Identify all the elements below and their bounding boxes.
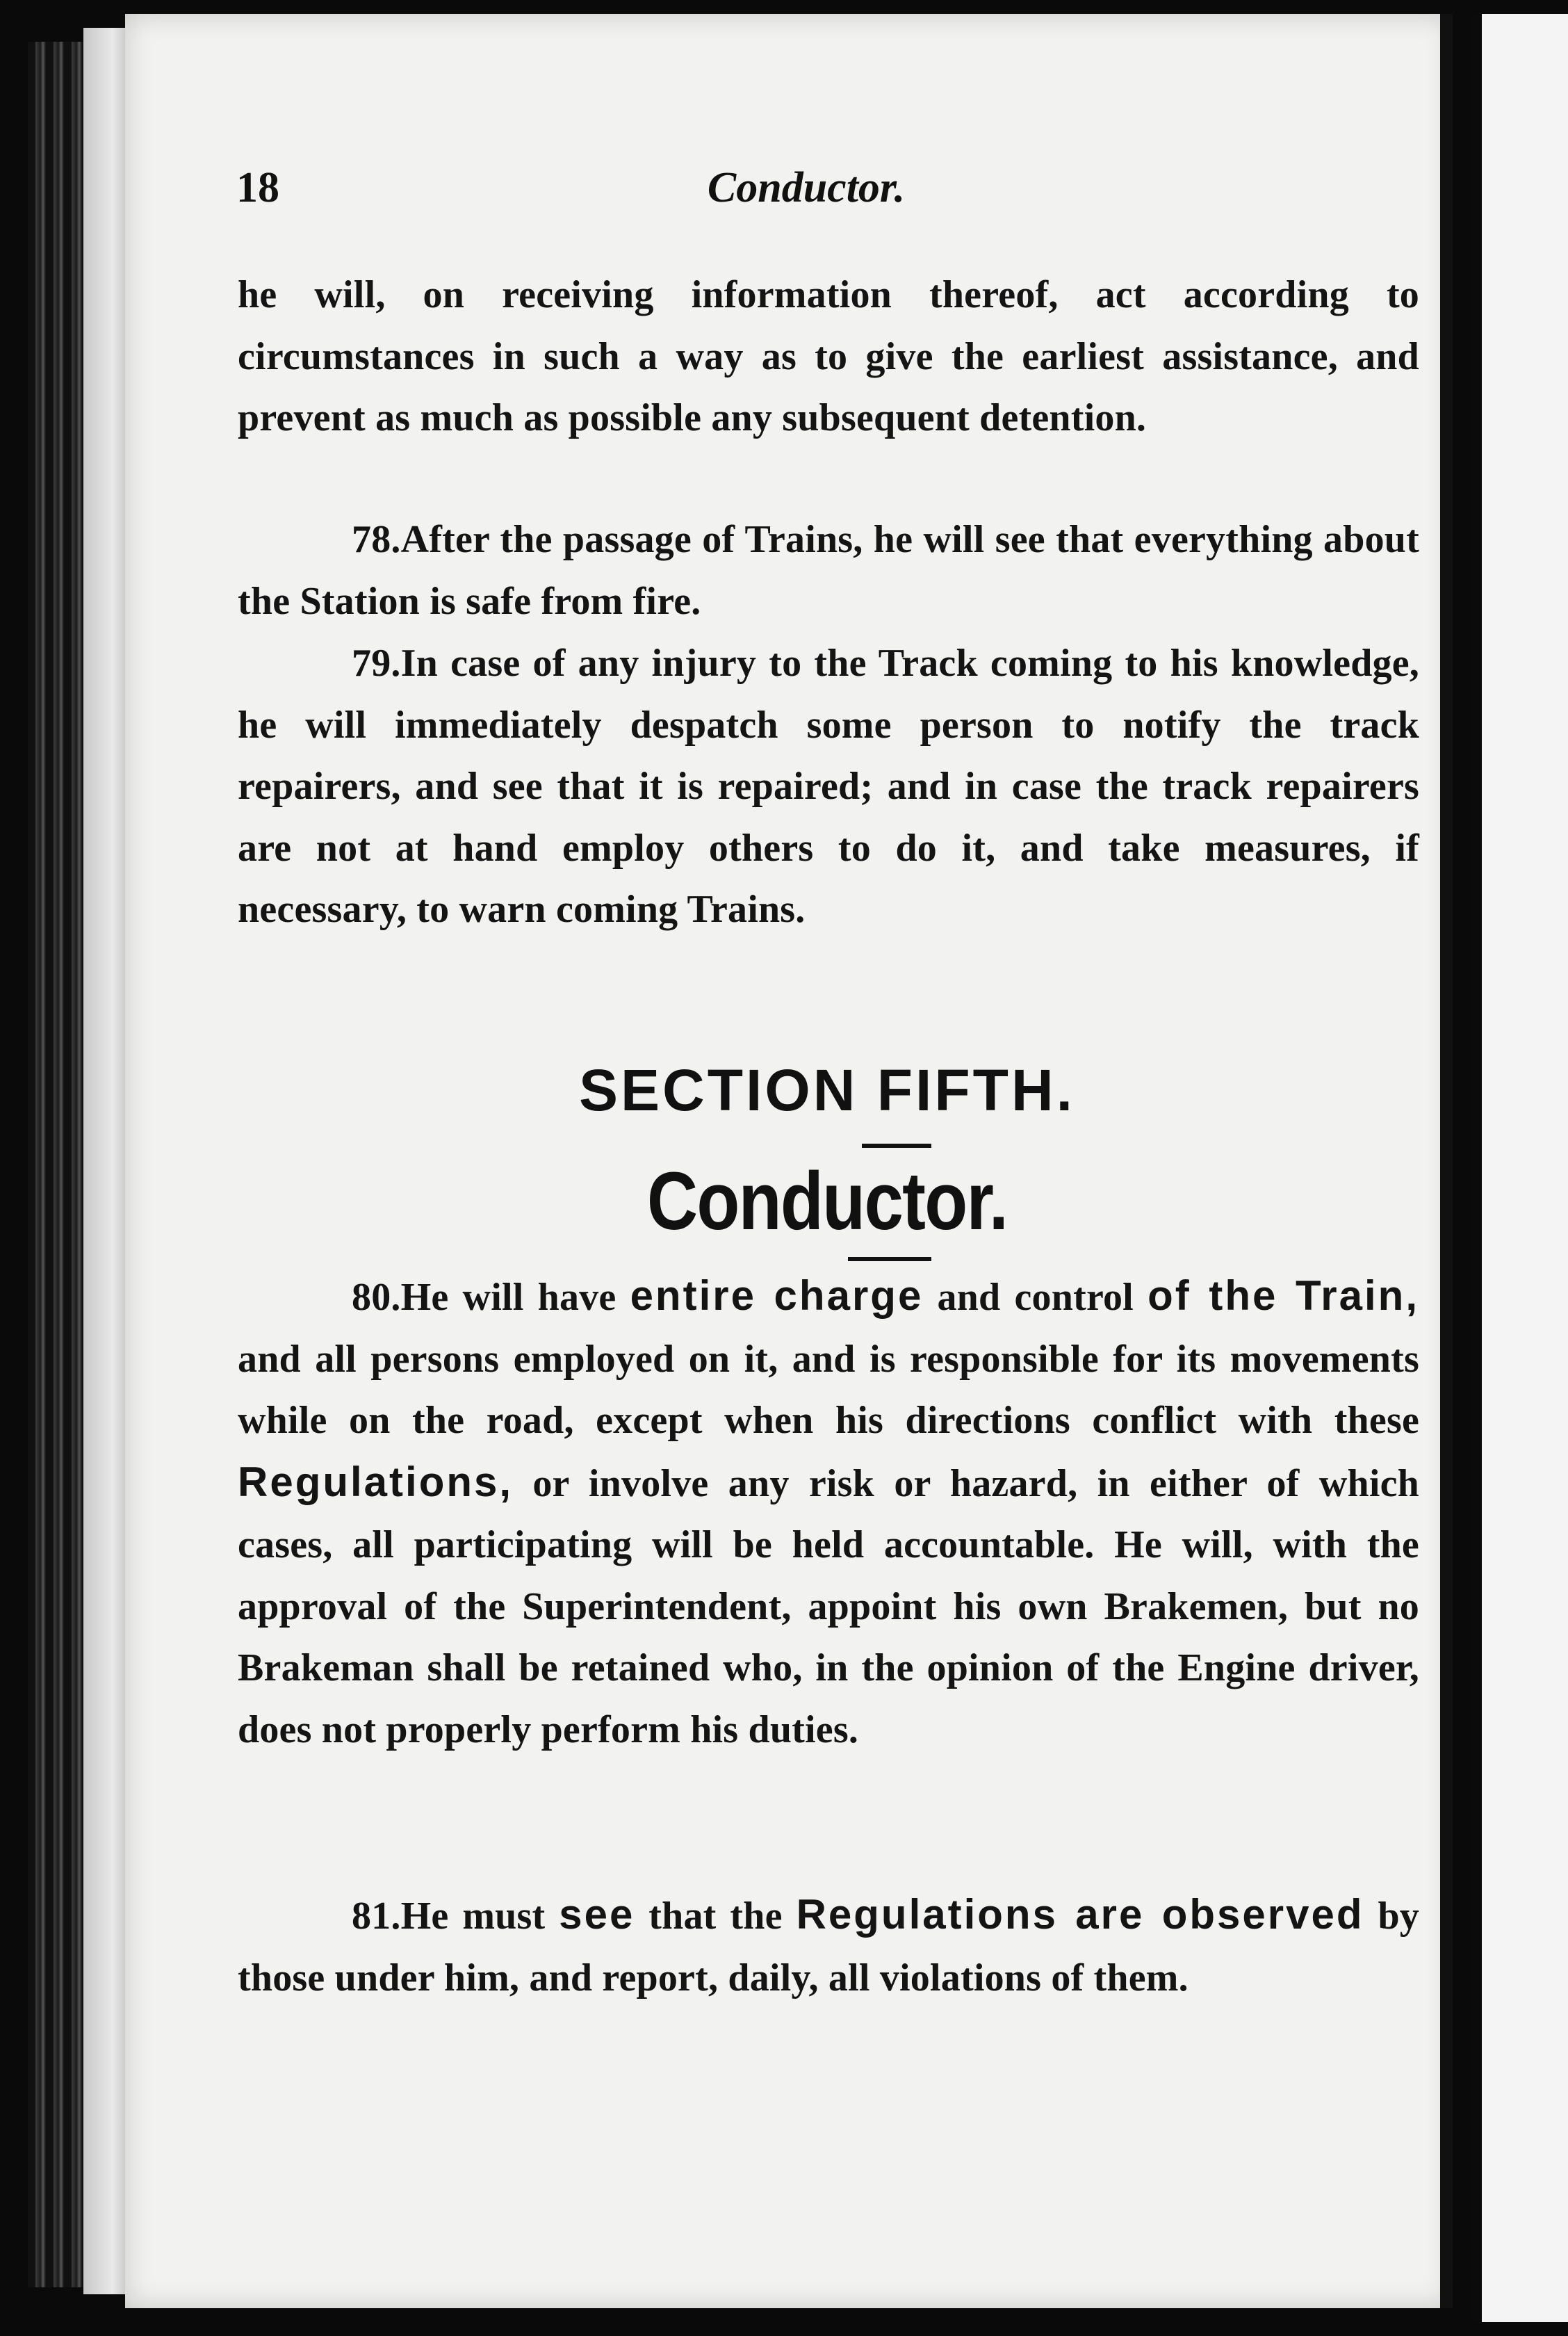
rule-80	[238, 1265, 1419, 1760]
page-number: 18	[236, 164, 279, 211]
emphasis-text: see	[559, 1891, 635, 1938]
rule-text: He must	[400, 1895, 546, 1938]
rule-text: In case of any injury to the Track coming to his knowledge, he will immediately despatch some person to notify the track repairers, and see that it is repaired; and in case the track repairers are not at hand employ others to do it, and take measures, if necessary, to warn coming Trains.	[238, 642, 1419, 931]
divider-rule	[848, 1257, 931, 1261]
divider-rule	[862, 1144, 931, 1148]
text-block-81	[238, 1884, 1419, 2009]
rule-78	[238, 509, 1419, 632]
text-block-top	[238, 264, 1419, 449]
rule-number: 78.	[352, 518, 401, 561]
section-heading: SECTION FIFTH.	[579, 1057, 1075, 1123]
rule-number: 81.	[352, 1895, 401, 1938]
rule-text: He will have	[400, 1276, 616, 1319]
book-page	[125, 14, 1453, 2308]
emphasis-text: Regulations,	[238, 1458, 514, 1505]
emphasis-text: entire charge	[630, 1272, 924, 1319]
continuation-paragraph: he will, on receiving information thereof, act according to circumstances in such a way as to give the earliest assistance, and prevent as much as possible any subsequent detention.	[238, 273, 1419, 439]
running-head	[236, 163, 1376, 226]
rule-text: After the passage of Trains, he will see that everything about the Station is safe from fire.	[238, 518, 1419, 623]
rule-text: that the	[648, 1895, 783, 1938]
rule-81	[238, 1884, 1419, 2009]
text-block-79	[238, 633, 1419, 941]
text-block-80	[238, 1265, 1419, 1760]
chapter-title: Conductor.	[646, 1155, 1008, 1247]
running-title: Conductor.	[707, 164, 906, 211]
emphasis-text: of the Train,	[1148, 1272, 1419, 1319]
rule-number: 80.	[352, 1276, 401, 1319]
facing-page-edge	[1472, 14, 1568, 2322]
emphasis-text: Regulations are observed	[796, 1891, 1364, 1938]
text-block-78	[238, 509, 1419, 632]
rule-number: 79.	[352, 642, 401, 685]
rule-text: or involve any risk or hazard, in either of which cases, all participating will be held accountable. He will, with the approval of the Superintendent, appoint his own Brakemen, but no Brakeman shall be retained who, in the opinion of the Engine driver, does not properly perform his duties.	[238, 1461, 1419, 1751]
rule-text: by those under him, and report, daily, all violations of them.	[238, 1895, 1419, 2000]
rule-text: and all persons employed on it, and is responsible for its movements while on the road, except when his directions conflict with these	[238, 1337, 1419, 1442]
rule-79	[238, 633, 1419, 941]
rule-text: and control	[937, 1276, 1134, 1319]
